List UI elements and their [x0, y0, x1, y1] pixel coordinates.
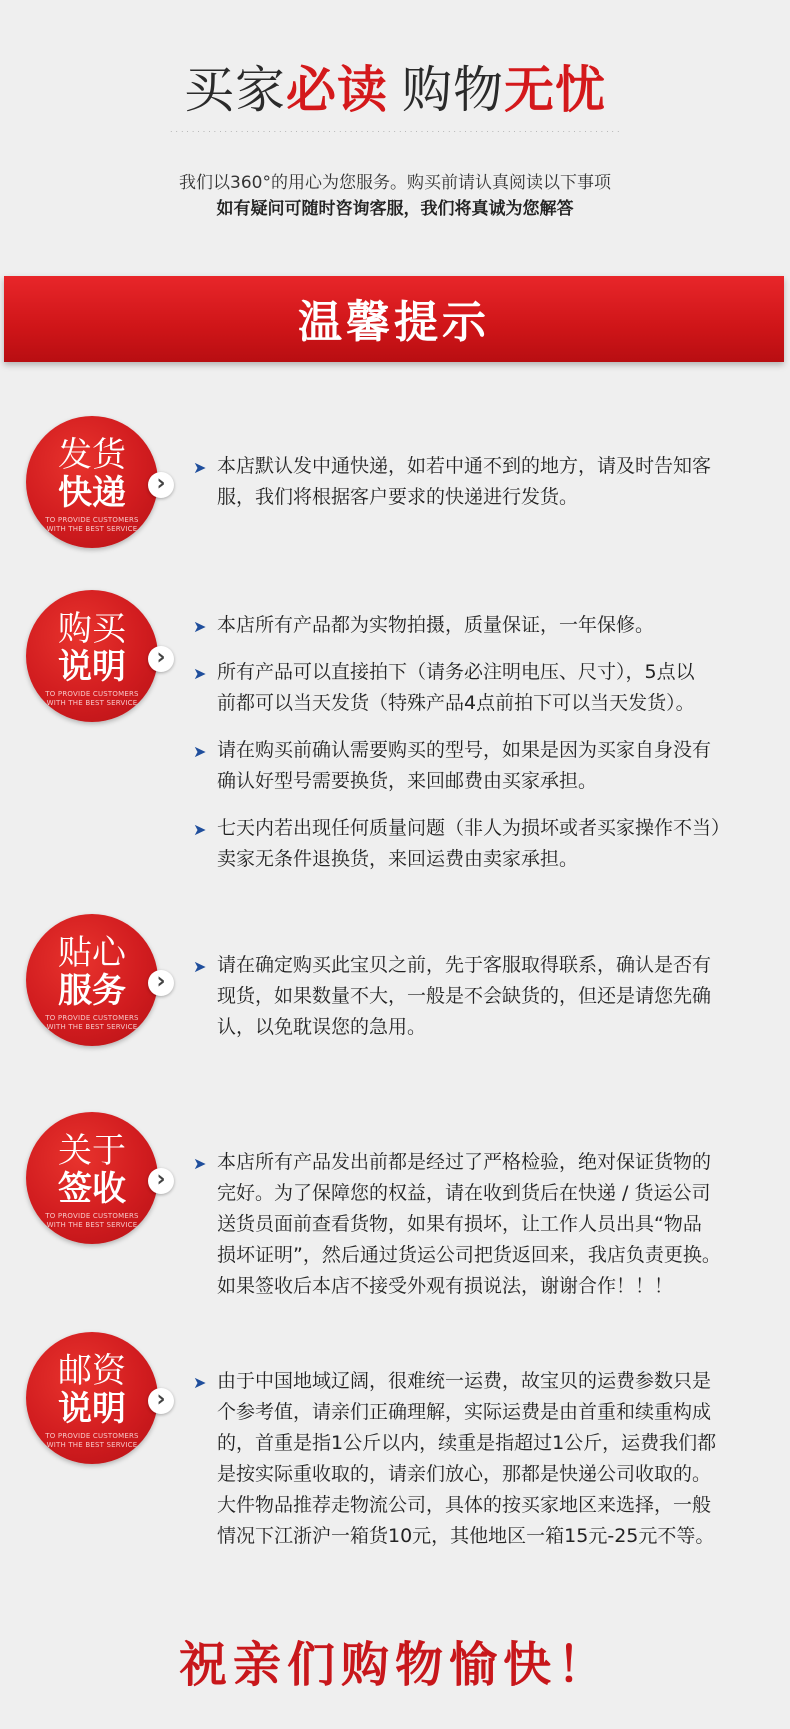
badge-sub-1: TO PROVIDE CUSTOMERS: [45, 1014, 139, 1022]
section-items: [193, 950, 763, 1059]
section-badge: [26, 416, 158, 548]
section-badge: [26, 1332, 158, 1464]
badge-sub-2: WITH THE BEST SERVICE: [46, 699, 138, 707]
triangle-right-icon: ➤: [193, 957, 207, 976]
chevron-right-icon: ›: [148, 472, 174, 498]
intro-line-1: 我们以360°的用心为您服务。购买前请认真阅读以下事项: [179, 173, 611, 193]
section-items: [193, 1366, 763, 1568]
list-item: ➤ 七天内若出现任何质量问题（非人为损坏或者买家操作不当） 卖家无条件退换货，来回运费由卖家承担。: [193, 813, 763, 875]
badge-line-1: 发货: [58, 435, 126, 475]
list-item: ➤ 所有产品可以直接拍下（请务必注明电压、尺寸），5点以 前都可以当天发货（特殊产品4点前拍下可以当天发货）。: [193, 657, 763, 719]
triangle-right-icon: ➤: [193, 617, 207, 636]
list-item: ➤ 本店所有产品都为实物拍摄，质量保证，一年保修。: [193, 610, 763, 641]
badge-sub-1: TO PROVIDE CUSTOMERS: [45, 516, 139, 524]
badge-sub-1: TO PROVIDE CUSTOMERS: [45, 690, 139, 698]
section-items: [193, 451, 763, 529]
list-item: ➤ 本店所有产品发出前都是经过了严格检验，绝对保证货物的 完好。为了保障您的权益，请在收到货后在快递 / 货运公司 送货员面前查看货物，如果有损坏，让工作人员出具“物品 损坏证明”，然后通过货运公司把货返回来，我店负责更换。 如果签收后本店不接受外观有损说法，谢谢合作！！！: [193, 1147, 763, 1302]
list-item: ➤ 请在购买前确认需要购买的型号，如果是因为买家自身没有 确认好型号需要换货，来回邮费由买家承担。: [193, 735, 763, 797]
title-part-1: 买家: [184, 61, 286, 119]
title-part-3: 购物: [402, 61, 504, 119]
title-part-2: 必读: [286, 61, 388, 119]
triangle-right-icon: ➤: [193, 1154, 207, 1173]
badge-line-1: 购买: [58, 609, 126, 649]
badge-sub-1: TO PROVIDE CUSTOMERS: [45, 1432, 139, 1440]
badge-line-2: 签收: [58, 1169, 126, 1209]
chevron-right-icon: ›: [148, 970, 174, 996]
badge-line-1: 关于: [58, 1131, 126, 1171]
triangle-right-icon: ➤: [193, 1373, 207, 1392]
chevron-right-icon: ›: [148, 1168, 174, 1194]
chevron-right-icon: ›: [148, 646, 174, 672]
badge-line-2: 说明: [58, 647, 126, 687]
section-badge: [26, 914, 158, 1046]
badge-sub-2: WITH THE BEST SERVICE: [46, 525, 138, 533]
triangle-right-icon: ➤: [193, 820, 207, 839]
badge-line-1: 邮资: [58, 1351, 126, 1391]
tips-banner: [4, 276, 784, 362]
tagline: · · · · · · · · · · · · · · · · · · · · · · · · · · · · · · · · · · · · · · · · · · · · · · · · · · · · · · · · · · · · · · · · · · · · · · · · · · · · · · · · · · ·: [170, 128, 620, 136]
section-items: [193, 610, 763, 891]
banner-title: 温馨提示: [298, 297, 490, 348]
badge-sub-2: WITH THE BEST SERVICE: [46, 1023, 138, 1031]
list-item: ➤ 请在确定购买此宝贝之前，先于客服取得联系，确认是否有 现货，如果数量不大，一般是不会缺货的，但还是请您先确 认，以免耽误您的急用。: [193, 950, 763, 1043]
triangle-right-icon: ➤: [193, 664, 207, 683]
title-part-4: 无忧: [504, 61, 606, 119]
badge-line-2: 服务: [58, 971, 126, 1011]
badge-sub-1: TO PROVIDE CUSTOMERS: [45, 1212, 139, 1220]
list-item: ➤ 由于中国地域辽阔，很难统一运费，故宝贝的运费参数只是 个参考值，请亲们正确理解，实际运费是由首重和续重构成 的，首重是指1公斤以内，续重是指超过1公斤，运费我们都 是按实际重收取的，请亲们放心，那都是快递公司收取的。 大件物品推荐走物流公司，具体的按买家地区来选择，一般 情况下江浙沪一箱货10元，其他地区一箱15元-25元不等。: [193, 1366, 763, 1552]
badge-line-1: 贴心: [58, 933, 126, 973]
badge-line-2: 说明: [58, 1389, 126, 1429]
section-items: [193, 1147, 763, 1318]
section-badge: [26, 590, 158, 722]
section-badge: [26, 1112, 158, 1244]
intro-line-2: 如有疑问可随时咨询客服，我们将真诚为您解答: [216, 199, 574, 219]
chevron-right-icon: ›: [148, 1388, 174, 1414]
badge-sub-2: WITH THE BEST SERVICE: [46, 1441, 138, 1449]
list-item: ➤ 本店默认发中通快递，如若中通不到的地方，请及时告知客 服，我们将根据客户要求的快递进行发货。: [193, 451, 763, 513]
triangle-right-icon: ➤: [193, 742, 207, 761]
footer-greeting: 祝亲们购物愉快！: [178, 1637, 611, 1693]
page-title: [0, 58, 790, 122]
badge-line-2: 快递: [58, 473, 126, 513]
badge-sub-2: WITH THE BEST SERVICE: [46, 1221, 138, 1229]
triangle-right-icon: ➤: [193, 458, 207, 477]
